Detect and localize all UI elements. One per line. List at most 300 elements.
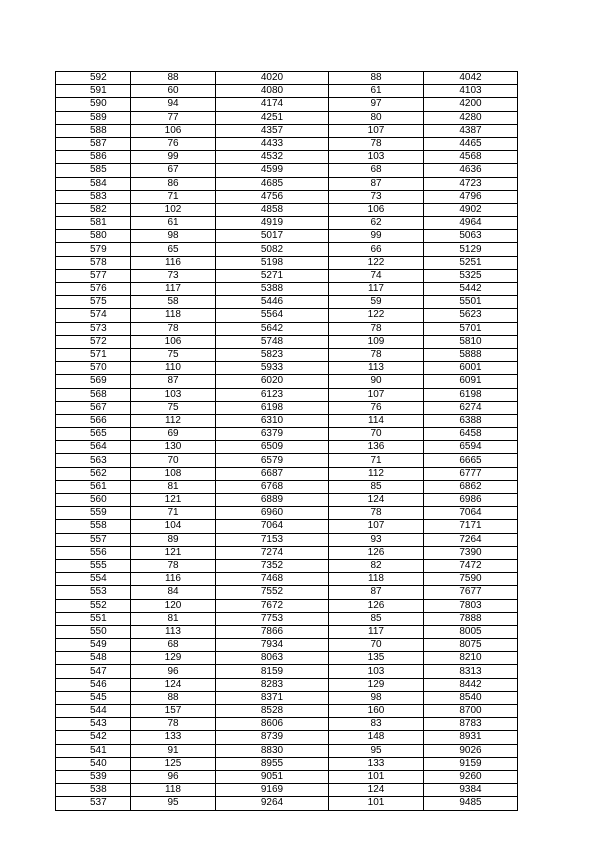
cumulative-cell: 6960 [216, 507, 329, 520]
score-cell: 543 [56, 718, 131, 731]
table-row [56, 652, 518, 665]
cumulative-cell: 6509 [216, 441, 329, 454]
table-row [56, 797, 518, 810]
count-cell: 91 [131, 744, 216, 757]
score-cell: 560 [56, 494, 131, 507]
cumulative-cell-2: 7590 [424, 573, 518, 586]
score-cell: 542 [56, 731, 131, 744]
table-row [56, 612, 518, 625]
cumulative-cell-2: 4902 [424, 203, 518, 216]
count-cell-2: 129 [329, 678, 424, 691]
score-cell: 545 [56, 691, 131, 704]
score-cell: 546 [56, 678, 131, 691]
count-cell-2: 90 [329, 375, 424, 388]
table-row [56, 639, 518, 652]
table-row [56, 507, 518, 520]
count-cell-2: 101 [329, 770, 424, 783]
table-row [56, 467, 518, 480]
count-cell: 96 [131, 665, 216, 678]
score-cell: 544 [56, 705, 131, 718]
cumulative-cell-2: 6862 [424, 480, 518, 493]
count-cell: 67 [131, 164, 216, 177]
count-cell-2: 148 [329, 731, 424, 744]
score-cell: 562 [56, 467, 131, 480]
cumulative-cell: 5388 [216, 283, 329, 296]
cumulative-cell: 4858 [216, 203, 329, 216]
cumulative-cell: 7352 [216, 559, 329, 572]
count-cell-2: 112 [329, 467, 424, 480]
cumulative-cell-2: 6274 [424, 401, 518, 414]
cumulative-cell-2: 8442 [424, 678, 518, 691]
table-row [56, 348, 518, 361]
cumulative-cell-2: 8005 [424, 625, 518, 638]
table-row [56, 559, 518, 572]
cumulative-cell: 5564 [216, 309, 329, 322]
table-row [56, 718, 518, 731]
cumulative-cell-2: 6777 [424, 467, 518, 480]
count-cell: 68 [131, 639, 216, 652]
score-cell: 570 [56, 362, 131, 375]
cumulative-cell: 9051 [216, 770, 329, 783]
score-cell: 559 [56, 507, 131, 520]
count-cell: 121 [131, 546, 216, 559]
count-cell-2: 59 [329, 296, 424, 309]
count-cell-2: 107 [329, 124, 424, 137]
score-cell: 548 [56, 652, 131, 665]
count-cell-2: 85 [329, 612, 424, 625]
score-cell: 588 [56, 124, 131, 137]
count-cell: 125 [131, 757, 216, 770]
table-row [56, 190, 518, 203]
count-cell: 60 [131, 85, 216, 98]
score-cell: 556 [56, 546, 131, 559]
count-cell: 94 [131, 98, 216, 111]
score-cell: 547 [56, 665, 131, 678]
cumulative-cell-2: 5810 [424, 335, 518, 348]
count-cell-2: 126 [329, 599, 424, 612]
count-cell-2: 122 [329, 256, 424, 269]
cumulative-cell: 8371 [216, 691, 329, 704]
score-cell: 574 [56, 309, 131, 322]
score-cell: 584 [56, 177, 131, 190]
table-row [56, 520, 518, 533]
table-row [56, 494, 518, 507]
score-cell: 539 [56, 770, 131, 783]
cumulative-cell-2: 8075 [424, 639, 518, 652]
cumulative-cell: 5642 [216, 322, 329, 335]
table-row [56, 72, 518, 85]
table-row [56, 705, 518, 718]
count-cell: 87 [131, 375, 216, 388]
cumulative-cell-2: 7171 [424, 520, 518, 533]
cumulative-cell: 7274 [216, 546, 329, 559]
count-cell-2: 135 [329, 652, 424, 665]
cumulative-cell-2: 4387 [424, 124, 518, 137]
count-cell: 133 [131, 731, 216, 744]
cumulative-cell: 7468 [216, 573, 329, 586]
count-cell: 73 [131, 269, 216, 282]
count-cell-2: 117 [329, 283, 424, 296]
count-cell: 89 [131, 533, 216, 546]
score-cell: 583 [56, 190, 131, 203]
score-cell: 571 [56, 348, 131, 361]
count-cell: 71 [131, 507, 216, 520]
score-cell: 563 [56, 454, 131, 467]
table-row [56, 586, 518, 599]
count-cell-2: 87 [329, 177, 424, 190]
count-cell: 61 [131, 217, 216, 230]
count-cell-2: 70 [329, 639, 424, 652]
cumulative-cell-2: 8313 [424, 665, 518, 678]
count-cell-2: 124 [329, 784, 424, 797]
count-cell: 130 [131, 441, 216, 454]
count-cell: 110 [131, 362, 216, 375]
score-cell: 558 [56, 520, 131, 533]
cumulative-cell: 4532 [216, 151, 329, 164]
table-row [56, 375, 518, 388]
table-row [56, 599, 518, 612]
count-cell: 106 [131, 335, 216, 348]
cumulative-cell: 5271 [216, 269, 329, 282]
table-row [56, 124, 518, 137]
cumulative-cell: 5823 [216, 348, 329, 361]
score-cell: 552 [56, 599, 131, 612]
count-cell: 103 [131, 388, 216, 401]
cumulative-cell-2: 4723 [424, 177, 518, 190]
cumulative-cell: 5748 [216, 335, 329, 348]
cumulative-cell-2: 7264 [424, 533, 518, 546]
cumulative-cell-2: 5701 [424, 322, 518, 335]
cumulative-cell: 6579 [216, 454, 329, 467]
cumulative-cell-2: 4465 [424, 137, 518, 150]
count-cell: 88 [131, 691, 216, 704]
count-cell: 96 [131, 770, 216, 783]
count-cell-2: 114 [329, 414, 424, 427]
table-row [56, 454, 518, 467]
count-cell: 70 [131, 454, 216, 467]
count-cell: 95 [131, 797, 216, 810]
cumulative-cell: 7064 [216, 520, 329, 533]
cumulative-cell-2: 6091 [424, 375, 518, 388]
count-cell-2: 117 [329, 625, 424, 638]
table-row [56, 98, 518, 111]
score-cell: 592 [56, 72, 131, 85]
cumulative-cell: 7866 [216, 625, 329, 638]
cumulative-cell-2: 4568 [424, 151, 518, 164]
table-row [56, 177, 518, 190]
cumulative-cell-2: 8540 [424, 691, 518, 704]
cumulative-cell-2: 7677 [424, 586, 518, 599]
cumulative-cell-2: 5251 [424, 256, 518, 269]
table-row [56, 335, 518, 348]
cumulative-cell: 4433 [216, 137, 329, 150]
count-cell-2: 87 [329, 586, 424, 599]
cumulative-cell-2: 5325 [424, 269, 518, 282]
count-cell: 104 [131, 520, 216, 533]
score-cell: 553 [56, 586, 131, 599]
score-cell: 581 [56, 217, 131, 230]
count-cell: 112 [131, 414, 216, 427]
cumulative-cell-2: 6198 [424, 388, 518, 401]
cumulative-cell-2: 6458 [424, 428, 518, 441]
score-cell: 568 [56, 388, 131, 401]
cumulative-cell-2: 7064 [424, 507, 518, 520]
count-cell: 86 [131, 177, 216, 190]
cumulative-cell-2: 6986 [424, 494, 518, 507]
score-cell: 575 [56, 296, 131, 309]
count-cell: 81 [131, 612, 216, 625]
cumulative-cell-2: 9485 [424, 797, 518, 810]
cumulative-cell: 5198 [216, 256, 329, 269]
cumulative-cell-2: 4042 [424, 72, 518, 85]
score-cell: 554 [56, 573, 131, 586]
score-cell: 550 [56, 625, 131, 638]
cumulative-cell-2: 7472 [424, 559, 518, 572]
cumulative-cell-2: 9026 [424, 744, 518, 757]
count-cell: 78 [131, 322, 216, 335]
score-cell: 540 [56, 757, 131, 770]
count-cell-2: 80 [329, 111, 424, 124]
cumulative-cell: 7753 [216, 612, 329, 625]
table-row [56, 546, 518, 559]
cumulative-cell-2: 5888 [424, 348, 518, 361]
cumulative-cell: 4174 [216, 98, 329, 111]
score-cell: 591 [56, 85, 131, 98]
count-cell: 71 [131, 190, 216, 203]
cumulative-cell-2: 4796 [424, 190, 518, 203]
count-cell: 77 [131, 111, 216, 124]
cumulative-cell-2: 5623 [424, 309, 518, 322]
count-cell-2: 78 [329, 348, 424, 361]
cumulative-cell: 4357 [216, 124, 329, 137]
count-cell-2: 73 [329, 190, 424, 203]
cumulative-cell-2: 9159 [424, 757, 518, 770]
table-row [56, 203, 518, 216]
score-cell: 561 [56, 480, 131, 493]
count-cell: 116 [131, 573, 216, 586]
score-cell: 538 [56, 784, 131, 797]
score-cell: 537 [56, 797, 131, 810]
count-cell-2: 133 [329, 757, 424, 770]
count-cell-2: 113 [329, 362, 424, 375]
document-page [55, 71, 517, 811]
score-cell: 551 [56, 612, 131, 625]
count-cell: 117 [131, 283, 216, 296]
cumulative-cell: 8159 [216, 665, 329, 678]
score-cell: 585 [56, 164, 131, 177]
cumulative-cell: 8063 [216, 652, 329, 665]
count-cell: 76 [131, 137, 216, 150]
count-cell-2: 83 [329, 718, 424, 731]
score-table [55, 71, 518, 811]
count-cell-2: 126 [329, 546, 424, 559]
count-cell: 78 [131, 559, 216, 572]
count-cell: 118 [131, 784, 216, 797]
score-cell: 573 [56, 322, 131, 335]
count-cell-2: 78 [329, 322, 424, 335]
cumulative-cell: 4080 [216, 85, 329, 98]
count-cell-2: 109 [329, 335, 424, 348]
count-cell-2: 101 [329, 797, 424, 810]
count-cell: 124 [131, 678, 216, 691]
table-row [56, 678, 518, 691]
cumulative-cell: 5082 [216, 243, 329, 256]
cumulative-cell-2: 6594 [424, 441, 518, 454]
cumulative-cell: 8739 [216, 731, 329, 744]
table-row [56, 137, 518, 150]
cumulative-cell-2: 8783 [424, 718, 518, 731]
table-row [56, 296, 518, 309]
score-cell: 582 [56, 203, 131, 216]
count-cell-2: 124 [329, 494, 424, 507]
cumulative-cell: 5933 [216, 362, 329, 375]
count-cell-2: 99 [329, 230, 424, 243]
count-cell-2: 82 [329, 559, 424, 572]
score-cell: 587 [56, 137, 131, 150]
table-row [56, 480, 518, 493]
score-cell: 566 [56, 414, 131, 427]
count-cell: 129 [131, 652, 216, 665]
table-row [56, 533, 518, 546]
cumulative-cell-2: 4636 [424, 164, 518, 177]
table-row [56, 85, 518, 98]
count-cell-2: 122 [329, 309, 424, 322]
table-row [56, 111, 518, 124]
cumulative-cell: 7552 [216, 586, 329, 599]
score-cell: 576 [56, 283, 131, 296]
table-row [56, 401, 518, 414]
cumulative-cell-2: 5063 [424, 230, 518, 243]
cumulative-cell-2: 4964 [424, 217, 518, 230]
score-cell: 577 [56, 269, 131, 282]
table-row [56, 784, 518, 797]
cumulative-cell: 8283 [216, 678, 329, 691]
cumulative-cell-2: 5501 [424, 296, 518, 309]
table-row [56, 388, 518, 401]
cumulative-cell: 9169 [216, 784, 329, 797]
table-row [56, 283, 518, 296]
score-cell: 564 [56, 441, 131, 454]
count-cell-2: 106 [329, 203, 424, 216]
score-cell: 586 [56, 151, 131, 164]
table-row [56, 164, 518, 177]
count-cell-2: 118 [329, 573, 424, 586]
score-cell: 557 [56, 533, 131, 546]
cumulative-cell-2: 9384 [424, 784, 518, 797]
count-cell: 65 [131, 243, 216, 256]
count-cell-2: 107 [329, 520, 424, 533]
count-cell: 116 [131, 256, 216, 269]
cumulative-cell-2: 7390 [424, 546, 518, 559]
count-cell: 108 [131, 467, 216, 480]
count-cell-2: 160 [329, 705, 424, 718]
count-cell: 102 [131, 203, 216, 216]
cumulative-cell: 7672 [216, 599, 329, 612]
cumulative-cell: 4251 [216, 111, 329, 124]
cumulative-cell-2: 7803 [424, 599, 518, 612]
count-cell: 75 [131, 348, 216, 361]
table-row [56, 770, 518, 783]
table-row [56, 665, 518, 678]
score-cell: 567 [56, 401, 131, 414]
cumulative-cell: 5446 [216, 296, 329, 309]
table-row [56, 625, 518, 638]
count-cell-2: 103 [329, 151, 424, 164]
cumulative-cell-2: 8210 [424, 652, 518, 665]
count-cell-2: 98 [329, 691, 424, 704]
count-cell: 69 [131, 428, 216, 441]
count-cell-2: 78 [329, 507, 424, 520]
count-cell-2: 136 [329, 441, 424, 454]
score-cell: 590 [56, 98, 131, 111]
count-cell: 84 [131, 586, 216, 599]
count-cell-2: 97 [329, 98, 424, 111]
count-cell: 157 [131, 705, 216, 718]
cumulative-cell-2: 7888 [424, 612, 518, 625]
cumulative-cell: 4756 [216, 190, 329, 203]
cumulative-cell-2: 4280 [424, 111, 518, 124]
cumulative-cell: 6123 [216, 388, 329, 401]
count-cell-2: 74 [329, 269, 424, 282]
score-cell: 580 [56, 230, 131, 243]
cumulative-cell-2: 8700 [424, 705, 518, 718]
score-cell: 572 [56, 335, 131, 348]
table-row [56, 441, 518, 454]
cumulative-cell-2: 5129 [424, 243, 518, 256]
cumulative-cell: 9264 [216, 797, 329, 810]
table-row [56, 362, 518, 375]
count-cell-2: 93 [329, 533, 424, 546]
cumulative-cell: 6768 [216, 480, 329, 493]
cumulative-cell: 8955 [216, 757, 329, 770]
cumulative-cell: 5017 [216, 230, 329, 243]
score-cell: 578 [56, 256, 131, 269]
cumulative-cell-2: 4103 [424, 85, 518, 98]
cumulative-cell: 6198 [216, 401, 329, 414]
count-cell: 81 [131, 480, 216, 493]
table-row [56, 269, 518, 282]
count-cell-2: 76 [329, 401, 424, 414]
table-row [56, 230, 518, 243]
table-row [56, 757, 518, 770]
cumulative-cell: 8528 [216, 705, 329, 718]
score-cell: 541 [56, 744, 131, 757]
table-row [56, 256, 518, 269]
cumulative-cell-2: 6388 [424, 414, 518, 427]
count-cell-2: 71 [329, 454, 424, 467]
cumulative-cell: 8606 [216, 718, 329, 731]
cumulative-cell-2: 5442 [424, 283, 518, 296]
score-cell: 565 [56, 428, 131, 441]
count-cell-2: 70 [329, 428, 424, 441]
count-cell: 78 [131, 718, 216, 731]
table-row [56, 322, 518, 335]
cumulative-cell: 6687 [216, 467, 329, 480]
cumulative-cell: 6379 [216, 428, 329, 441]
count-cell: 118 [131, 309, 216, 322]
count-cell-2: 103 [329, 665, 424, 678]
count-cell: 58 [131, 296, 216, 309]
cumulative-cell-2: 6665 [424, 454, 518, 467]
score-cell: 569 [56, 375, 131, 388]
cumulative-cell: 6020 [216, 375, 329, 388]
count-cell: 88 [131, 72, 216, 85]
count-cell-2: 61 [329, 85, 424, 98]
table-row [56, 691, 518, 704]
cumulative-cell-2: 9260 [424, 770, 518, 783]
cumulative-cell: 8830 [216, 744, 329, 757]
count-cell-2: 107 [329, 388, 424, 401]
